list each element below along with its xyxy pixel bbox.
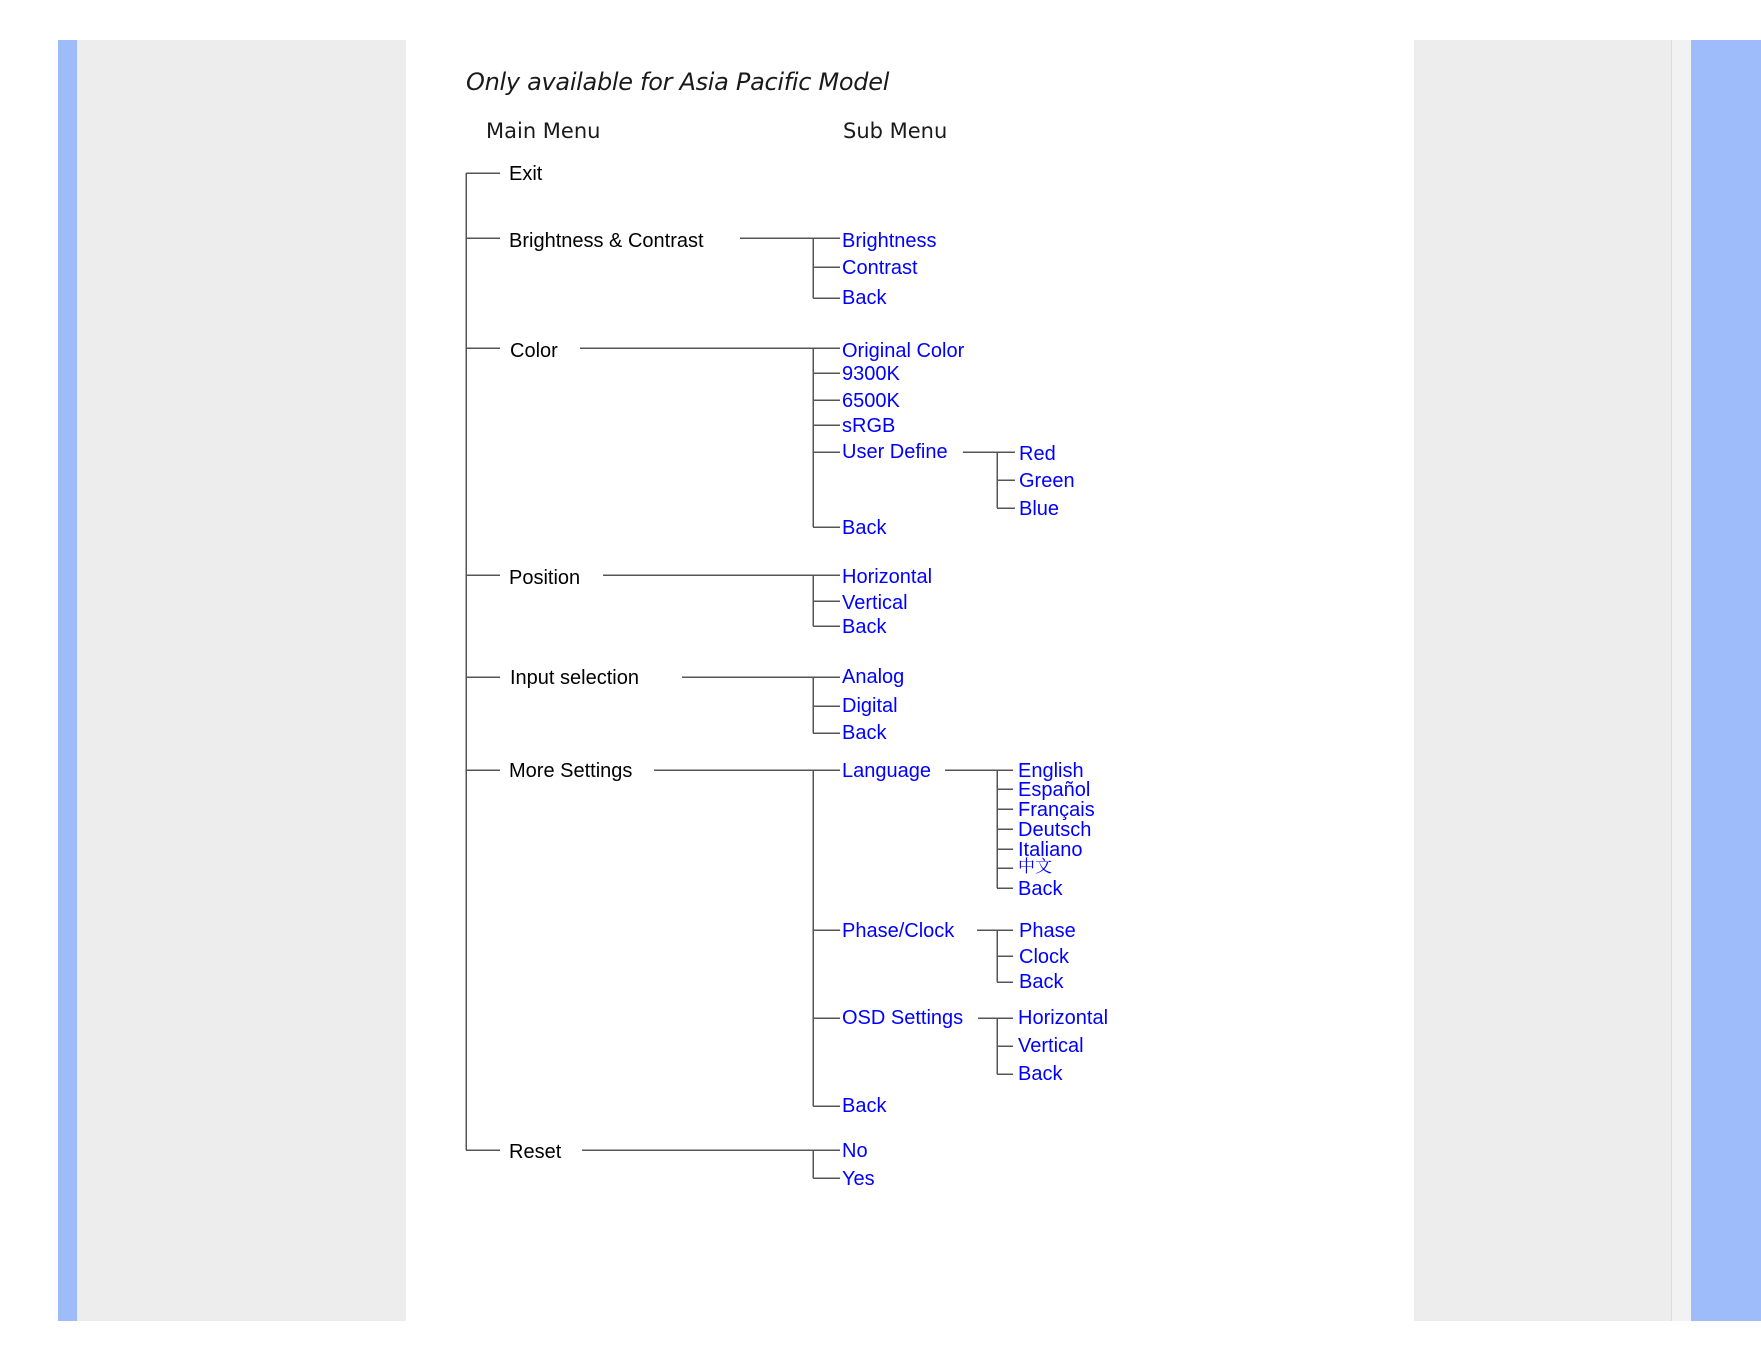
language-option-english: English — [1018, 760, 1084, 782]
sub-item-osd-settings: OSD Settings — [842, 1007, 964, 1029]
sub-item-yes: Yes — [842, 1168, 875, 1190]
language-option-chinese: 中文 — [1018, 857, 1052, 877]
sub-item-osd-vertical: Vertical — [1018, 1035, 1084, 1057]
sub-item-6500k: 6500K — [842, 390, 900, 412]
main-item-reset: Reset — [509, 1141, 562, 1163]
sub-item-phase-clock: Phase/Clock — [842, 920, 955, 942]
sub-item-back: Back — [1019, 971, 1064, 993]
sub-item-osd-horizontal: Horizontal — [1018, 1007, 1109, 1029]
main-item-exit: Exit — [509, 163, 543, 185]
language-option-deutsch: Deutsch — [1018, 819, 1092, 841]
sub-item-original-color: Original Color — [842, 340, 965, 362]
main-item-brightness-contrast: Brightness & Contrast — [509, 230, 704, 252]
sub-item-contrast: Contrast — [842, 257, 918, 279]
sub-item-srgb: sRGB — [842, 415, 896, 437]
main-menu-heading: Main Menu — [486, 119, 601, 143]
language-option-francais: Français — [1018, 799, 1095, 821]
main-item-more-settings: More Settings — [509, 760, 633, 782]
sub-item-analog: Analog — [842, 666, 905, 688]
main-item-input-selection: Input selection — [510, 667, 639, 689]
sub-item-green: Green — [1019, 470, 1075, 492]
main-item-position: Position — [509, 567, 581, 589]
sub-item-clock: Clock — [1019, 946, 1070, 968]
language-option-espanol: Español — [1018, 779, 1091, 801]
page-title: Only available for Asia Pacific Model — [466, 68, 890, 96]
sub-item-vertical: Vertical — [842, 592, 908, 614]
sub-item-user-define: User Define — [842, 441, 948, 463]
sub-item-back: Back — [842, 517, 887, 539]
sub-item-back: Back — [1018, 1063, 1063, 1085]
sub-item-blue: Blue — [1019, 498, 1060, 520]
main-item-color: Color — [510, 340, 558, 362]
sub-item-digital: Digital — [842, 695, 898, 717]
language-option-back: Back — [1018, 878, 1063, 900]
sub-item-language: Language — [842, 760, 931, 782]
sub-menu-heading: Sub Menu — [843, 119, 948, 143]
sub-item-horizontal: Horizontal — [842, 566, 933, 588]
sub-item-no: No — [842, 1140, 868, 1162]
sub-item-phase: Phase — [1019, 920, 1076, 942]
sub-item-back: Back — [842, 722, 887, 744]
sub-item-back: Back — [842, 287, 887, 309]
language-option-italiano: Italiano — [1018, 839, 1083, 861]
sub-item-red: Red — [1019, 443, 1056, 465]
sub-item-brightness: Brightness — [842, 230, 937, 252]
sub-item-back: Back — [842, 616, 887, 638]
sub-item-back: Back — [842, 1095, 887, 1117]
sub-item-9300k: 9300K — [842, 363, 900, 385]
